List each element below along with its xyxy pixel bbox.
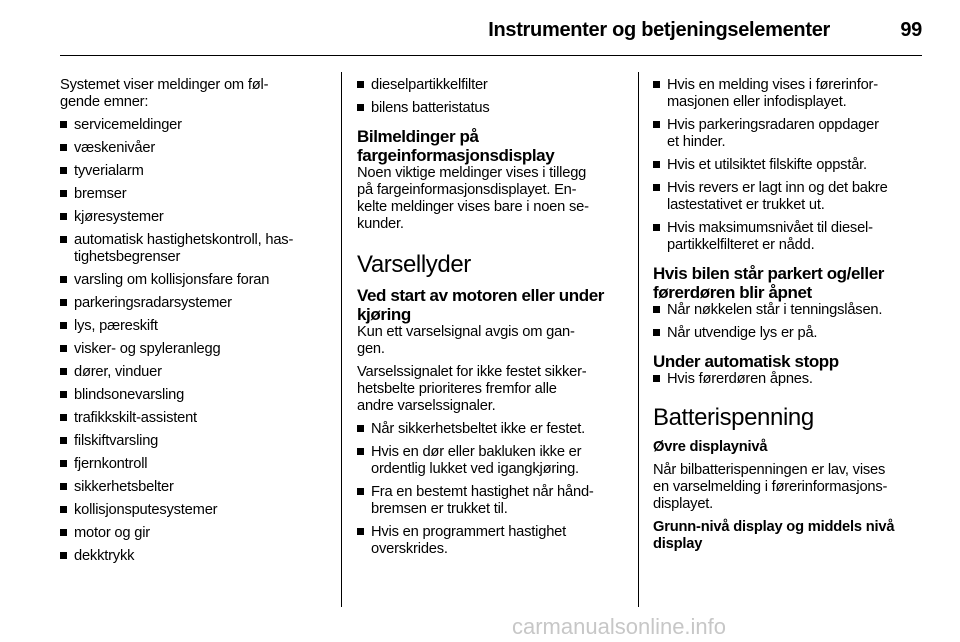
list-item: tyverialarm <box>60 163 326 180</box>
list-item: Når utvendige lys er på. <box>653 325 925 342</box>
watermark-text: carmanualsonline.info <box>512 614 727 639</box>
column-divider-1 <box>341 72 342 607</box>
list-item: blindsonevarsling <box>60 387 326 404</box>
subheading-base-display: Grunn-nivå display og middels nivå display <box>653 519 895 552</box>
heading-autostop: Under automatisk stopp <box>653 352 839 371</box>
list-item: bilens batteristatus <box>357 100 627 117</box>
heading-vehicle-messages: Bilmeldinger på fargeinformasjonsdisplay <box>357 127 555 165</box>
column-1 <box>60 77 326 571</box>
heading-warning-sounds: Varsellyder <box>357 251 471 278</box>
page-number: 99 <box>900 19 922 41</box>
subheading-upper-display: Øvre displaynivå <box>653 439 768 455</box>
list-item: Hvis parkeringsradaren oppdager et hinder. <box>653 117 925 151</box>
list-item: dører, vinduer <box>60 364 326 381</box>
list-item: Når nøkkelen står i tenningslåsen. <box>653 302 925 319</box>
autostop-conditions-list <box>653 371 925 388</box>
list-item: visker- og spyleranlegg <box>60 341 326 358</box>
list-item: dekktrykk <box>60 548 326 565</box>
start-engine-text: Kun ett varselsignal avgis om gan- gen. <box>357 324 575 357</box>
list-item: servicemeldinger <box>60 117 326 134</box>
list-item: sikkerhetsbelter <box>60 479 326 496</box>
page-header <box>60 0 922 56</box>
list-item: lys, pæreskift <box>60 318 326 335</box>
column-2 <box>357 77 627 564</box>
list-item: Hvis en programmert hastighet overskrides. <box>357 524 627 558</box>
heading-start-engine: Ved start av motoren eller under kjøring <box>357 286 605 324</box>
list-item: dieselpartikkelfilter <box>357 77 627 94</box>
column-3 <box>653 77 925 559</box>
list-item: filskiftvarsling <box>60 433 326 450</box>
list-item: parkeringsradarsystemer <box>60 295 326 312</box>
heading-parked: Hvis bilen står parkert og/eller førerdøren blir åpnet <box>653 264 884 302</box>
warning-conditions-list-continued <box>653 77 925 254</box>
list-item: motor og gir <box>60 525 326 542</box>
topics-list <box>60 117 326 565</box>
list-item: Hvis maksimumsnivået til diesel- partikkelfilteret er nådd. <box>653 220 925 254</box>
heading-battery: Batterispenning <box>653 404 814 431</box>
list-item: automatisk hastighetskontroll, has- tighetsbegrenser <box>60 232 326 266</box>
page-header-title: Instrumenter og betjeningselementer <box>488 19 830 41</box>
list-item: Hvis et utilsiktet filskifte oppstår. <box>653 157 925 174</box>
seatbelt-text: Varselssignalet for ikke festet sikker- hetsbelte prioriteres fremfor alle andre varselssignaler. <box>357 364 587 414</box>
list-item: Hvis revers er lagt inn og det bakre lastestativet er trukket ut. <box>653 180 925 214</box>
list-item: væskenivåer <box>60 140 326 157</box>
list-item: fjernkontroll <box>60 456 326 473</box>
battery-text: Når bilbatterispenningen er lav, vises en varselmelding i førerinformasjons- displayet. <box>653 462 888 512</box>
list-item: kollisjonsputesystemer <box>60 502 326 519</box>
column-divider-2 <box>638 72 639 607</box>
list-item: Når sikkerhetsbeltet ikke er festet. <box>357 421 627 438</box>
topics-list-continued <box>357 77 627 117</box>
parked-conditions-list <box>653 302 925 342</box>
list-item: Fra en bestemt hastighet når hånd- bremsen er trukket til. <box>357 484 627 518</box>
warning-conditions-list <box>357 421 627 558</box>
list-item: trafikkskilt-assistent <box>60 410 326 427</box>
intro-text: Systemet viser meldinger om føl- gende emner: <box>60 77 269 110</box>
vehicle-messages-text: Noen viktige meldinger vises i tillegg på fargeinformasjonsdisplayet. En- kelte meldinger vises bare i noen se- kunder. <box>357 165 589 232</box>
list-item: Hvis en dør eller bakluken ikke er ordentlig lukket ved igangkjøring. <box>357 444 627 478</box>
list-item: bremser <box>60 186 326 203</box>
list-item: Hvis en melding vises i førerinfor- masjonen eller infodisplayet. <box>653 77 925 111</box>
list-item: varsling om kollisjonsfare foran <box>60 272 326 289</box>
list-item: Hvis førerdøren åpnes. <box>653 371 925 388</box>
list-item: kjøresystemer <box>60 209 326 226</box>
